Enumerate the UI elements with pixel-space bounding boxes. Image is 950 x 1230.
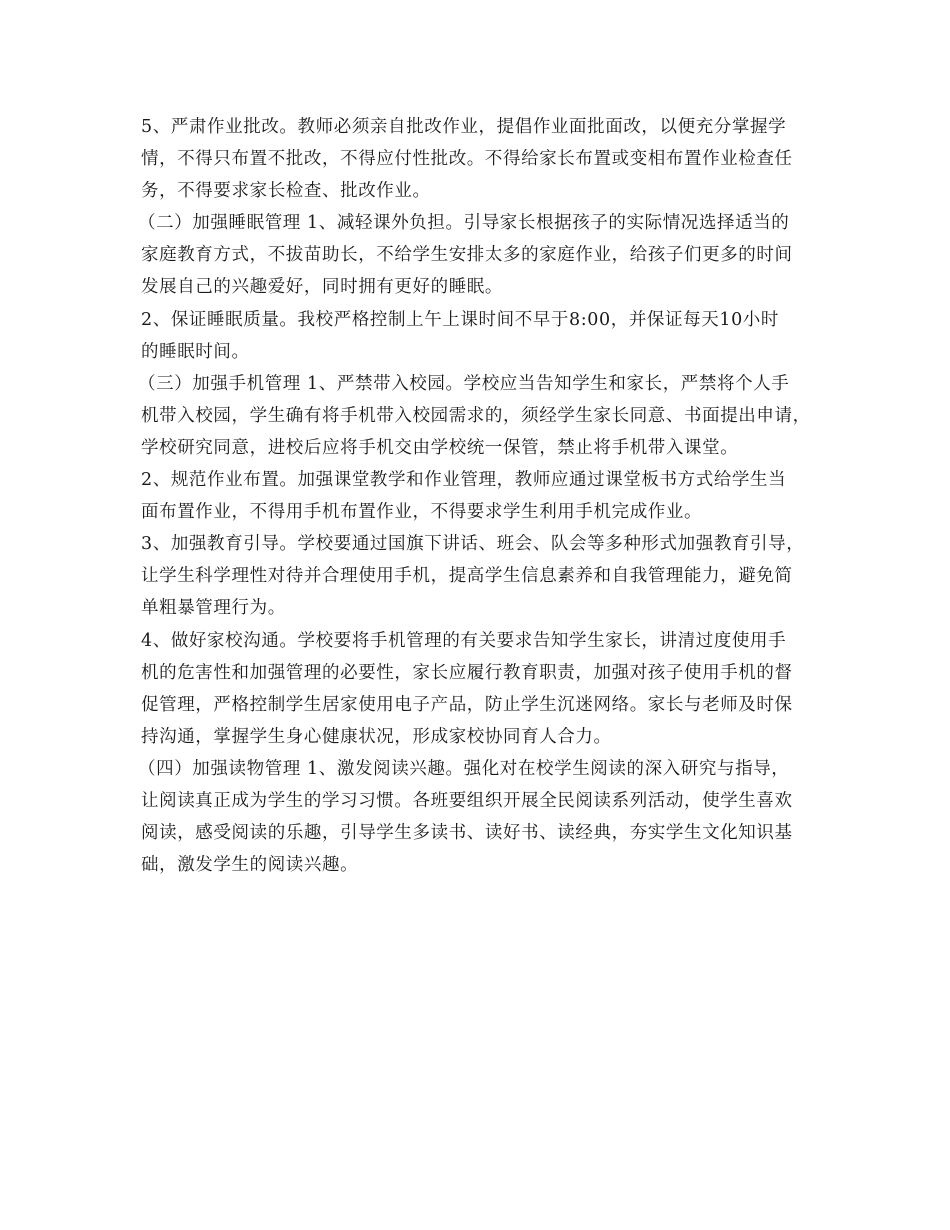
text-line: 阅读，感受阅读的乐趣，引导学生多读书、读好书、读经典，夯实学生文化知识基 (141, 823, 793, 844)
section-heading-line: （四）加强读物管理 1、激发阅读兴趣。强化对在校学生阅读的深入研究与指导， (138, 758, 790, 779)
text-line: 发展自己的兴趣爱好，同时拥有更好的睡眠。 (141, 277, 503, 298)
section-heading-line: （二）加强睡眠管理 1、减轻课外负担。引导家长根据孩子的实际情况选择适当的 (138, 213, 790, 234)
text-line: 础，激发学生的阅读兴趣。 (141, 855, 359, 876)
text-line: 情，不得只布置不批改，不得应付性批改。不得给家长布置或变相布置作业检查任 (141, 149, 793, 170)
text-line: 3、加强教育引导。学校要通过国旗下讲话、班会、队会等多种形式加强教育引导， (141, 534, 805, 555)
text-line: 5、严肃作业批改。教师必须亲自批改作业，提倡作业面批面改，以便充分掌握学 (141, 117, 787, 137)
text-line: 单粗暴管理行为。 (141, 598, 286, 619)
text-line: 学校研究同意，进校后应将手机交由学校统一保管，禁止将手机带入课堂。 (141, 437, 739, 458)
section-heading-line: （三）加强手机管理 1、严禁带入校园。学校应当告知学生和家长，严禁将个人手 (138, 373, 790, 394)
text-line: 务，不得要求家长检查、批改作业。 (141, 181, 431, 202)
document-body (138, 111, 831, 881)
text-line: 的睡眠时间。 (141, 341, 250, 362)
text-line: 2、保证睡眠质量。我校严格控制上午上课时间不早于8:00，并保证每天10小时 (141, 309, 779, 330)
text-line: 面布置作业，不得用手机布置作业，不得要求学生利用手机完成作业。 (141, 502, 703, 523)
text-line: 让阅读真正成为学生的学习习惯。各班要组织开展全民阅读系列活动，使学生喜欢 (141, 790, 793, 811)
text-line: 4、做好家校沟通。学校要将手机管理的有关要求告知学生家长，讲清过度使用手 (141, 630, 787, 651)
text-line: 机的危害性和加强管理的必要性，家长应履行教育职责，加强对孩子使用手机的督 (141, 662, 793, 683)
text-line: 让学生科学理性对待并合理使用手机，提高学生信息素养和自我管理能力，避免简 (141, 566, 793, 587)
text-line: 2、规范作业布置。加强课堂教学和作业管理，教师应通过课堂板书方式给学生当 (141, 470, 787, 491)
text-line: 促管理，严格控制学生居家使用电子产品，防止学生沉迷网络。家长与老师及时保 (141, 694, 793, 715)
text-line: 家庭教育方式，不拔苗助长，不给学生安排太多的家庭作业，给孩子们更多的时间 (141, 245, 793, 266)
text-line: 持沟通，掌握学生身心健康状况，形成家校协同育人合力。 (141, 726, 612, 747)
text-line: 机带入校园，学生确有将手机带入校园需求的，须经学生家长同意、书面提出申请， (141, 405, 811, 426)
